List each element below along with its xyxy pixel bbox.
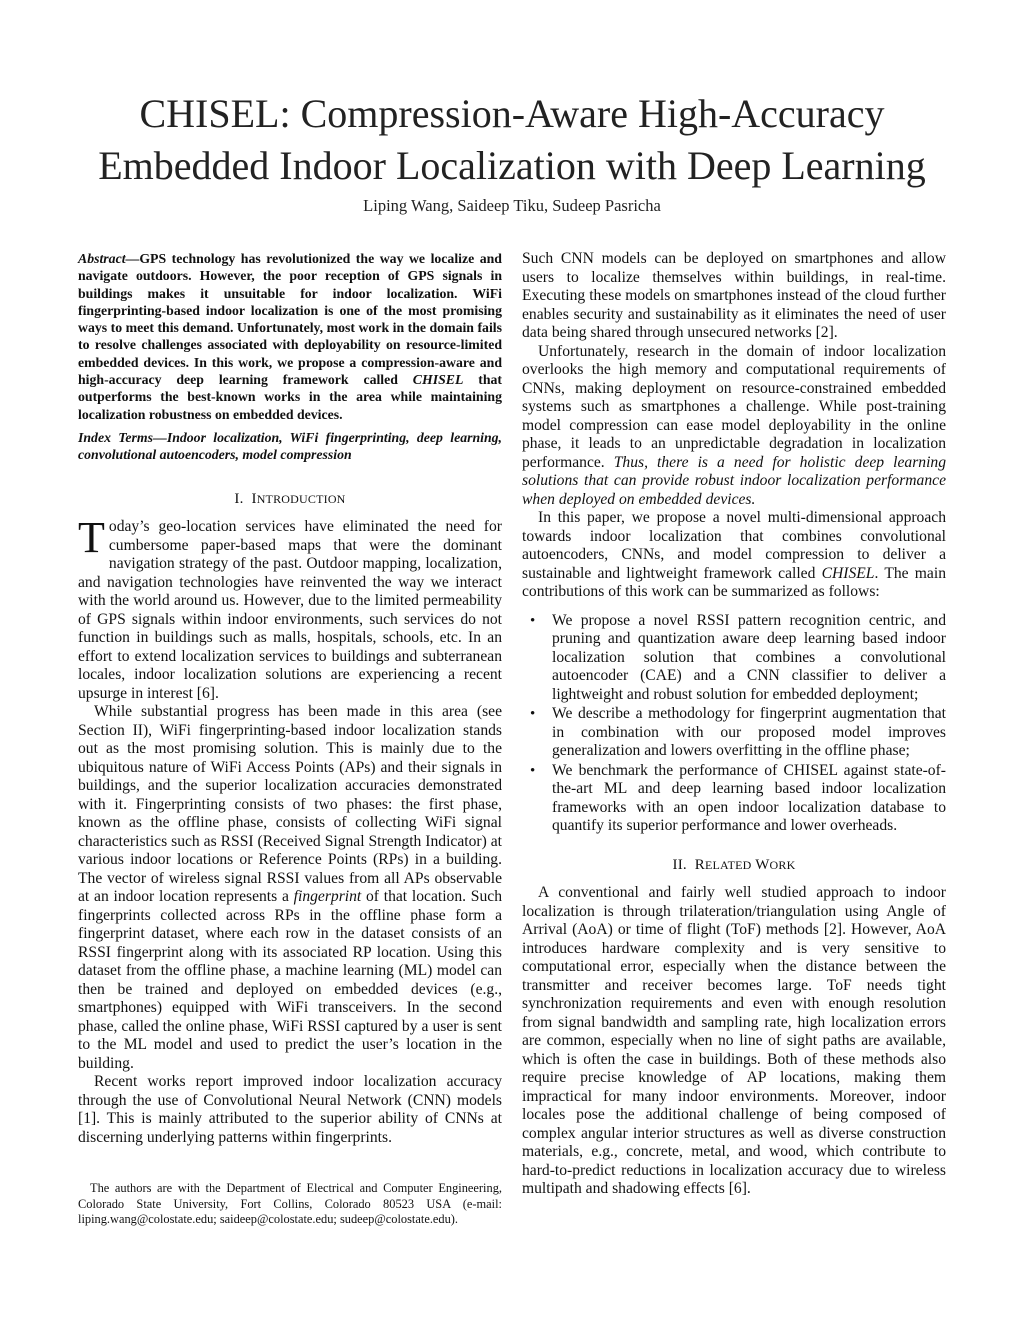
abstract-dash: — [125, 251, 140, 266]
section-initial-r: R [694, 856, 705, 873]
right-p3-text-a: In this paper, we propose a novel multi-dimensional approach towards indoor localization that combines convolutional autoencoders, CNNs, and model compression to deliver a sustainable and lightweight framework called [522, 509, 946, 582]
list-item: • We propose a novel RSSI pattern recognition centric, and pruning and quantization aware deep learning based indoor localization solution that combines a convolutional autoencoder (CAE) and a CNN classifier to deliver a lightweight and robust solution for embedded deployment; [552, 612, 946, 705]
right-p3-text-b: . The main contributions of this work can be summarized as follows: [522, 564, 946, 600]
right-p3-framework-name: CHISEL [821, 564, 875, 582]
abstract-label: Abstract [78, 251, 126, 266]
section-title-rest-1: ELATED [704, 857, 752, 872]
intro-p2-text-a: While substantial progress has been made in this area (see Section II), WiFi fingerprinting-based indoor localization stands out as the most promising solution. This is mainly due to the ubiquitous nature of WiFi Access Points (APs) and their signals in buildings, and the superior localization accuracies demonstrated with it. Fingerprinting consists of two phases: the first phase, known as the offline phase, consists of collecting WiFi signal characteristics such as RSSI (Received Signal Strength Indicator) at various indoor locations or Reference Points (RPs) in a building. The vector of wireless signal RSSI values from all APs observable at an indoor location represents a [78, 703, 502, 906]
right-paragraph-3 [522, 509, 946, 602]
intro-p2-emphasis: fingerprint [293, 888, 362, 906]
contributions-list [522, 612, 946, 836]
right-paragraph-2 [522, 343, 946, 510]
intro-paragraph-2 [78, 703, 502, 1073]
section-title-rest-2: ORK [769, 857, 796, 872]
section-title-rest: NTRODUCTION [256, 491, 346, 506]
intro-paragraph-1-text: oday’s geo-location services have eliminated the need for cumbersome paper-based maps that were the dominant navigation strategy of the past. Outdoor mapping, localization, and navigation technologies have reinvented the way we interact with the world around us. However, due to the limited permeability of GPS signals within indoor environments, such services do not function in buildings such as malls, hospitals, schools, etc. In an effort to extend localization services to buildings and subterranean locales, indoor localization solutions are experiencing a recent upsurge in interest [6]. [78, 518, 502, 702]
author-footnote [78, 1181, 502, 1228]
drop-cap: T [78, 513, 105, 563]
related-paragraph-1: A conventional and fairly well studied approach to indoor localization is through trilateration/triangulation using Angle of Arrival (AoA) or time of flight (ToF) methods [2]. However, AoA introduces hardware complexity and is very sensitive to computational error, especially when the distance between the transmitter and receiver becomes large. ToF needs tight synchronization requirements and even with enough resolution from signal bandwidth and sampling rate, high localization errors are common, especially when no line of sight paths are available, which is often the case in buildings. Both of these methods also require precise knowledge of AP locations, making them impractical for many indoor environments. Moreover, indoor locales pose the additional challenge of being composed of complex angular interior structures as well as diverse construction materials, e.g., concrete, metal, and wood, which contribute to hard-to-predict reductions in localization accuracy due to wireless multipath and shadowing effects [6]. [522, 884, 946, 1197]
footnote-text: The authors are with the Department of Electrical and Computer Engineering, Colorado State University, Fort Collins, Colorado 80523 USA (e-mail: liping.wang@colostate.edu; saideep@colostate.edu; sudeep@colostate.edu). [78, 1181, 502, 1226]
abstract-text-a: GPS technology has revolutionized the way we localize and navigate outdoors. However, the poor reception of GPS signals in buildings makes it unsuitable for indoor localization. WiFi fingerprinting-based indoor localization is one of the most promising ways to meet this demand. Unfortunately, most work in the domain fails to resolve challenges associated with deployability on resource-limited embedded devices. In this work, we propose a compression-aware and high-accuracy deep learning framework called [78, 251, 502, 388]
section-number: II. [672, 856, 687, 873]
intro-paragraph-3: Recent works report improved indoor localization accuracy through the use of Convolutional Neural Network (CNN) models [1]. This is mainly attributed to the superior ability of CNNs at discerning underlying patterns within fingerprints. [78, 1073, 502, 1146]
section-initial-w: W [755, 856, 770, 873]
author-list: Liping Wang, Saideep Tiku, Sudeep Pasricha [363, 196, 661, 215]
intro-paragraph-1 [78, 513, 502, 703]
right-column [522, 250, 946, 1199]
right-p2-text: Unfortunately, research in the domain of indoor localization overlooks the high memory and computational requirements of CNNs, making deployment on resource-constrained embedded systems such as smartphones a challenge. While post-training model compression can ease model deployability in the online phase, it leads to an unpredictable degradation in localization performance. [522, 342, 946, 471]
paper-title [40, 88, 984, 192]
title-line-1: CHISEL: Compression-Aware High-Accuracy [139, 91, 885, 136]
right-paragraph-1: Such CNN models can be deployed on smartphones and allow users to localize themselves within buildings, in real-time. Executing these models on smartphones instead of the cloud further enables security and sustainability as it eliminates the need of user data being shared through unsecured networks [2]. [522, 250, 946, 341]
intro-p2-text-b: of that location. Such fingerprints collected across RPs in the offline phase form a fingerprint dataset, where each row in the dataset consists of an RSSI fingerprint along with its associated RP location. Using this dataset from the offline phase, a machine learning (ML) model can then be trained and deployed on embedded devices (e.g., smartphones) equipped with WiFi transceivers. In the second phase, called the online phase, WiFi RSSI captured by a user is sent to the ML model and used to predict the user’s location in the building. [78, 888, 502, 1072]
section-number: I. [234, 490, 244, 507]
title-line-2: Embedded Indoor Localization with Deep Learning [98, 143, 926, 188]
left-column [78, 250, 502, 1147]
index-terms: Index Terms—Indoor localization, WiFi fingerprinting, deep learning, convolutional autoencoders, model compression [78, 429, 502, 463]
abstract-text-b: that outperforms the best-known works in the area while maintaining localization robustness on embedded devices. [78, 372, 502, 422]
list-item: • We benchmark the performance of CHISEL against state-of-the-art ML and deep learning based indoor localization frameworks with an open indoor localization database to quantify its superior performance and lower overheads. [552, 762, 946, 836]
section-initial: I [251, 490, 257, 507]
list-item: • We describe a methodology for fingerprint augmentation that in combination with our proposed model improves generalization and lowers overfitting in the offline phase; [552, 705, 946, 761]
abstract [78, 250, 502, 423]
section-heading-introduction [78, 490, 502, 509]
section-heading-related-work [522, 856, 946, 875]
abstract-framework-name: CHISEL [412, 372, 464, 388]
right-p2-emphasis: Thus, there is a need for holistic deep learning solutions that can provide robust indoor localization performance when deployed on embedded devices. [522, 453, 946, 508]
